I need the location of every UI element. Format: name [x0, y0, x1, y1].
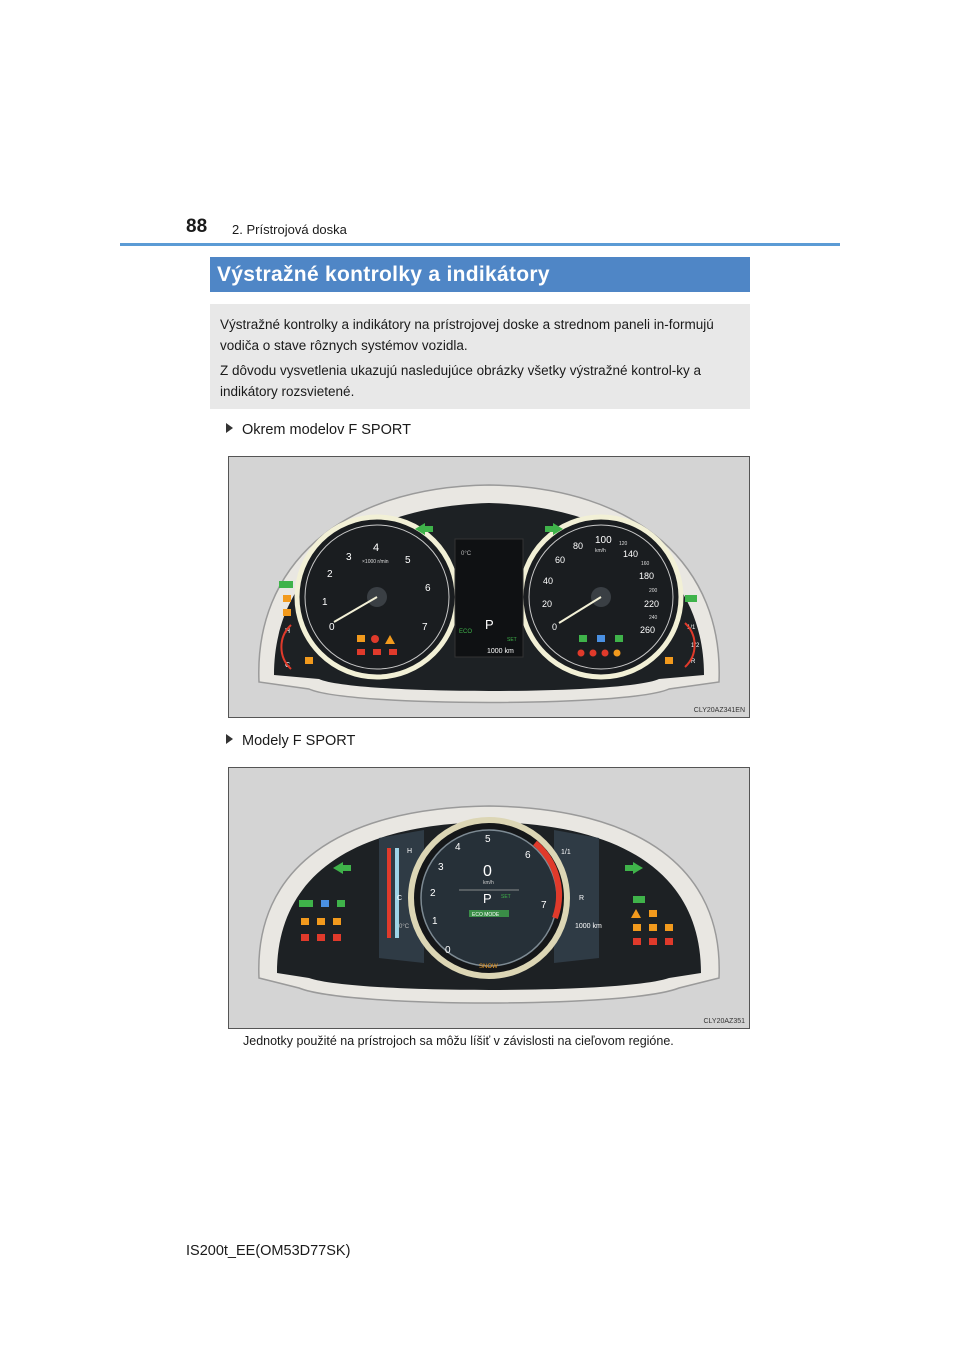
tacho-tick: 2 [430, 888, 436, 899]
eco-indicator: ECO [459, 629, 473, 635]
indicator-light-icon [337, 900, 345, 907]
tacho-tick: 7 [422, 622, 428, 633]
gear-indicator: P [483, 891, 492, 906]
warning-light-icon [305, 657, 313, 664]
warning-light-icon [373, 649, 381, 655]
fsport-tachometer [411, 820, 567, 976]
fuel-warning-icon [665, 657, 673, 664]
triangle-bullet-icon [226, 423, 233, 433]
tacho-unit: ×1000 r/min [362, 559, 389, 565]
speedo-tick: 80 [573, 541, 584, 551]
units-note: Jednotky použité na prístrojoch sa môžu líšiť v závislosti na cieľovom regióne. [243, 1034, 674, 1048]
speed-unit: km/h [483, 880, 494, 886]
warning-light-icon [317, 934, 325, 941]
warning-light-icon [649, 910, 657, 917]
tacho-tick: 1 [432, 916, 438, 927]
warning-light-icon [283, 609, 291, 616]
intro-paragraph-2: Z dôvodu vysvetlenia ukazujú nasledujúce obrázky všetky výstražné kontrol-ky a indikátory rozsvietené. [220, 363, 701, 399]
intro-paragraph-1: Výstražné kontrolky a indikátory na prístrojovej doske a strednom paneli in-formujú vodiča o stave rôznych systémov vozidla. [220, 317, 714, 353]
tacho-tick: 4 [455, 842, 461, 853]
figure-id: CLY20AZ351 [703, 1018, 745, 1025]
warning-light-icon [371, 635, 379, 643]
tacho-tick: 3 [346, 552, 352, 563]
parking-lamp-icon [685, 595, 697, 602]
speedo-tick: 0 [552, 622, 558, 632]
section-title: Výstražné kontrolky a indikátory [210, 257, 750, 292]
warning-light-icon [665, 938, 673, 945]
speedo-tick: 240 [649, 615, 658, 621]
warning-light-icon [633, 924, 641, 931]
parking-lamp-icon [633, 896, 645, 903]
tacho-tick: 4 [373, 542, 380, 554]
left-indicator-panel [299, 900, 345, 941]
warning-light-icon [633, 938, 641, 945]
warning-light-icon [357, 649, 365, 655]
temp-mark: H [285, 628, 291, 635]
fuel-mark: 1/1 [561, 849, 571, 856]
set-indicator: SET [507, 637, 517, 643]
variant-label-text: Okrem modelov F SPORT [242, 422, 411, 438]
header-rule [120, 243, 840, 246]
speedo-tick: 100 [595, 535, 612, 546]
speedo-unit: km/h [595, 548, 606, 554]
tacho-tick: 0 [329, 622, 335, 633]
variant-label-fsport [226, 733, 355, 749]
temp-mark: C [285, 662, 291, 669]
warning-light-icon [357, 635, 365, 642]
fuel-mark: 1/2 [691, 643, 700, 649]
figure-fsport-cluster [228, 767, 750, 1029]
speedo-tick: 220 [644, 599, 660, 609]
warning-light-icon [649, 938, 657, 945]
warning-light-icon [578, 650, 585, 657]
tachometer-dial [297, 517, 457, 677]
footer-code: IS200t_EE(OM53D77SK) [186, 1243, 351, 1259]
indicator-light-icon [579, 635, 587, 642]
speedo-tick: 180 [639, 571, 655, 581]
speedo-tick: 200 [649, 588, 658, 594]
warning-light-icon [333, 934, 341, 941]
warning-light-icon [317, 918, 325, 925]
eco-lamp-icon [279, 581, 293, 588]
speedometer-dial [521, 517, 681, 677]
eco-mode-indicator: ECO MODE [472, 912, 500, 918]
tacho-tick: 5 [485, 834, 491, 845]
outside-temp: 0°C [461, 551, 472, 557]
tacho-tick: 5 [405, 555, 411, 566]
tacho-tick: 0 [445, 945, 451, 956]
odometer: 1000 km [487, 648, 514, 655]
warning-light-icon [602, 650, 609, 657]
fuel-mark: 1/1 [687, 625, 696, 631]
temp-mark: C [397, 895, 403, 902]
triangle-bullet-icon [226, 734, 233, 744]
temp-mark: H [407, 848, 413, 855]
speedo-tick: 140 [623, 549, 639, 559]
warning-light-icon [649, 924, 657, 931]
gear-indicator: P [485, 617, 494, 632]
tacho-tick: 1 [322, 597, 328, 608]
warning-light-icon [301, 934, 309, 941]
snow-mode: SNOW [479, 964, 498, 970]
variant-label-standard [226, 422, 411, 438]
high-beam-icon [597, 635, 605, 642]
odometer: 1000 km [575, 923, 602, 930]
warning-light-icon [665, 924, 673, 931]
outside-temp: 0°C [399, 924, 410, 930]
indicator-light-icon [615, 635, 623, 642]
speedo-tick: 260 [640, 625, 656, 635]
intro-box [210, 304, 750, 409]
warning-light-icon [614, 650, 621, 657]
center-display [455, 539, 523, 657]
chapter-title: 2. Prístrojová doska [232, 222, 347, 237]
fuel-mark: R [579, 895, 585, 902]
warning-light-icon [590, 650, 597, 657]
tacho-tick: 2 [327, 569, 333, 580]
tacho-tick: 7 [541, 900, 547, 911]
variant-label-text: Modely F SPORT [242, 733, 356, 749]
speedo-tick: 60 [555, 555, 566, 565]
speedo-tick: 40 [543, 576, 554, 586]
figure-id: CLY20AZ341EN [693, 707, 745, 714]
warning-light-icon [283, 595, 291, 602]
warning-light-icon [301, 918, 309, 925]
fuel-mark: R [691, 659, 696, 665]
speedo-tick: 120 [619, 541, 628, 547]
tacho-tick: 6 [525, 850, 531, 861]
warning-light-icon [333, 918, 341, 925]
warning-light-icon [389, 649, 397, 655]
set-indicator: SET [501, 894, 511, 900]
tacho-tick: 3 [438, 862, 444, 873]
tacho-tick: 6 [425, 583, 431, 594]
high-beam-icon [321, 900, 329, 907]
digital-speed: 0 [483, 863, 492, 880]
speedo-tick: 20 [542, 599, 553, 609]
figure-standard-cluster [228, 456, 750, 718]
fsport-cluster-illustration [229, 768, 749, 1028]
speedo-tick: 160 [641, 561, 650, 567]
eco-lamp-icon [299, 900, 313, 907]
page-number: 88 [186, 216, 208, 237]
standard-cluster-illustration [229, 457, 749, 717]
